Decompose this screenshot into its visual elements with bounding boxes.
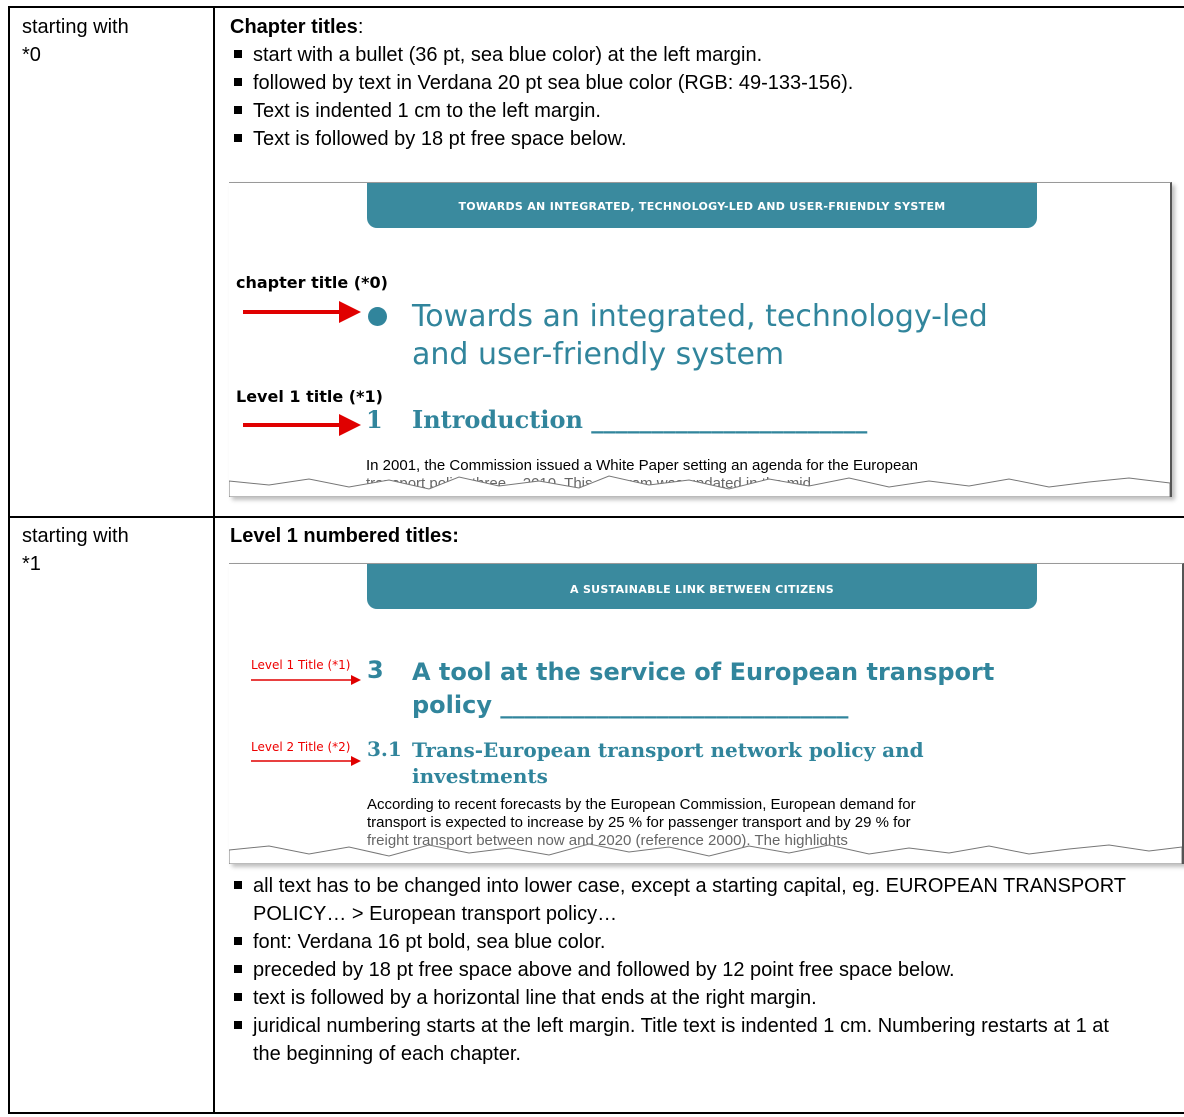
row1-content bbox=[230, 13, 1170, 153]
level1-title-line2: policy _____________________________ bbox=[412, 691, 849, 719]
red-arrow-icon bbox=[251, 755, 361, 767]
level1-title-annotation: Level 1 title (*1) bbox=[236, 387, 383, 406]
level1-title-annotation: Level 1 Title (*1) bbox=[251, 658, 351, 672]
level1-title-sample bbox=[412, 656, 994, 722]
row1-label-line1: starting with bbox=[22, 16, 129, 38]
level2-title-sample bbox=[412, 737, 924, 789]
row2-left-label bbox=[22, 522, 129, 578]
row2-body-line2: transport is expected to increase by 25 % for passenger transport and by 29 % for bbox=[367, 814, 911, 831]
list-item: text is followed by a horizontal line that ends at the right margin. bbox=[230, 984, 1130, 1012]
table-column-divider bbox=[213, 6, 215, 1114]
table-bottom-border bbox=[8, 1112, 1184, 1114]
list-item: followed by text in Verdana 20 pt sea blue color (RGB: 49-133-156). bbox=[230, 69, 1170, 97]
row1-bullet-list bbox=[230, 41, 1170, 153]
row2-sample-banner: A SUSTAINABLE LINK BETWEEN CITIZENS bbox=[367, 564, 1037, 609]
row2-label-line1: starting with bbox=[22, 525, 129, 547]
red-arrow-icon bbox=[251, 674, 361, 686]
level1-title-sample: Introduction _______________________ bbox=[412, 405, 868, 434]
list-item: font: Verdana 16 pt bold, sea blue color. bbox=[230, 928, 1130, 956]
chapter-title-line2: and user-friendly system bbox=[412, 337, 785, 372]
table-top-border bbox=[8, 6, 1184, 8]
row1-label-line2: *0 bbox=[22, 44, 41, 66]
list-item: preceded by 18 pt free space above and followed by 12 point free space below. bbox=[230, 956, 1130, 984]
torn-edge-icon bbox=[229, 471, 1170, 497]
list-item: start with a bullet (36 pt, sea blue color) at the left margin. bbox=[230, 41, 1170, 69]
level2-title-line1: Trans-European transport network policy and bbox=[412, 738, 924, 762]
table-row-divider bbox=[8, 516, 1184, 518]
row1-sample-screenshot bbox=[229, 182, 1172, 497]
row1-left-label bbox=[22, 13, 129, 69]
level1-number: 3 bbox=[367, 656, 384, 684]
torn-edge-icon bbox=[229, 838, 1182, 864]
table-left-border bbox=[8, 6, 10, 1114]
level2-title-annotation: Level 2 Title (*2) bbox=[251, 740, 351, 754]
red-arrow-icon bbox=[243, 295, 361, 323]
row1-heading bbox=[230, 13, 1170, 41]
level1-number: 1 bbox=[366, 405, 383, 434]
level1-title-line1: A tool at the service of European transport bbox=[412, 658, 995, 686]
row1-heading-text: Chapter titles bbox=[230, 16, 358, 38]
level2-title-line2: investments bbox=[412, 764, 548, 788]
row2-sample-screenshot bbox=[229, 563, 1184, 864]
row2-body-line1: According to recent forecasts by the European Commission, European demand for bbox=[367, 796, 916, 813]
row2-bullets bbox=[230, 872, 1130, 1068]
list-item: all text has to be changed into lower case, except a starting capital, eg. EUROPEAN TRANSPORT POLICY… > European transport policy… bbox=[230, 872, 1130, 928]
list-item: Text is indented 1 cm to the left margin. bbox=[230, 97, 1170, 125]
row2-label-line2: *1 bbox=[22, 553, 41, 575]
row2-heading-text: Level 1 numbered titles: bbox=[230, 525, 459, 547]
level2-number: 3.1 bbox=[367, 737, 402, 761]
list-item: Text is followed by 18 pt free space below. bbox=[230, 125, 1170, 153]
row2-bullet-list bbox=[230, 872, 1130, 1068]
row1-sample-body-text: In 2001, the Commission issued a White Paper setting an agenda for the European bbox=[366, 457, 919, 474]
chapter-title-annotation: chapter title (*0) bbox=[236, 273, 388, 292]
red-arrow-icon bbox=[243, 411, 361, 439]
row2-heading bbox=[230, 522, 1170, 550]
row1-sample-banner: TOWARDS AN INTEGRATED, TECHNOLOGY-LED AND USER-FRIENDLY SYSTEM bbox=[367, 183, 1037, 228]
chapter-title-line1: Towards an integrated, technology-led bbox=[412, 299, 988, 334]
chapter-bullet-icon bbox=[368, 307, 387, 326]
chapter-title-sample bbox=[412, 298, 988, 374]
row2-body-line3: freight transport between now and 2020 (reference 2000). The highlights bbox=[367, 832, 848, 849]
row1-heading-suffix: : bbox=[357, 16, 364, 38]
list-item: juridical numbering starts at the left margin. Title text is indented 1 cm. Numbering restarts at 1 at the beginning of each chapter. bbox=[230, 1012, 1130, 1068]
